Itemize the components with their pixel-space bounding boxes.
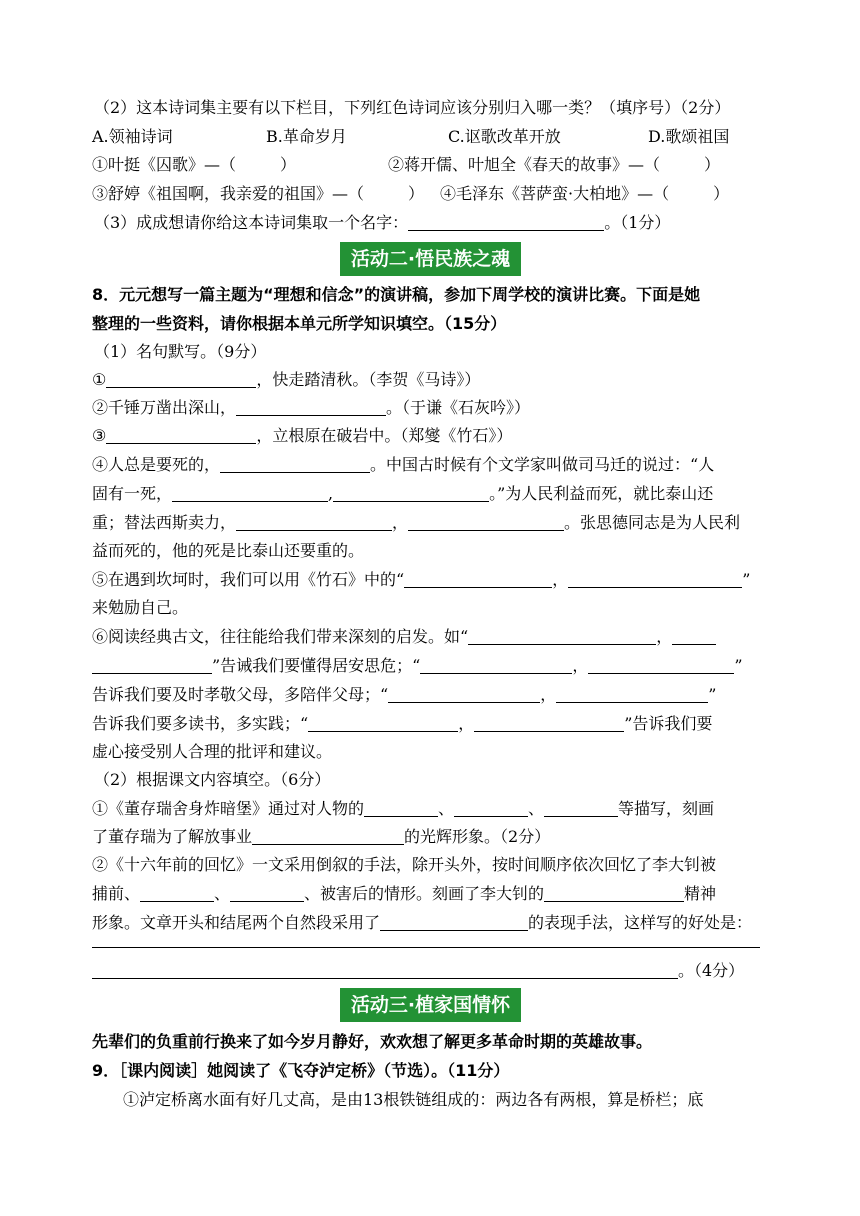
q8-sub2: （2）根据课文内容填空。（6分） xyxy=(94,770,331,789)
q8-line11: ”告诫我们要懂得居安思危；“ ， ” xyxy=(92,653,768,679)
answer-blank[interactable] xyxy=(236,397,386,416)
option-d: D.歌颂祖国 xyxy=(648,127,730,146)
q8-line10: ⑥阅读经典古文，往往能给我们带来深刻的启发。如“ ， xyxy=(92,624,768,650)
answer-blank[interactable] xyxy=(106,369,256,388)
answer-blank[interactable] xyxy=(454,798,528,817)
q7-items-row1: ①叶挺《囚歌》—（ ） ②蒋开儒、叶旭全《春天的故事》—（ ） xyxy=(92,155,721,174)
answer-blank[interactable] xyxy=(230,883,304,902)
q7-items-row2: ③舒婷《祖国啊，我亲爱的祖国》—（ ） ④毛泽东《菩萨蛮·大柏地》—（ ） xyxy=(92,184,730,203)
q8-line19: 形象。文章开头和结尾两个自然段采用了 的表现手法，这样写的好处是： xyxy=(92,913,753,932)
q8-line15: ①《董存瑞舍身炸暗堡》通过对人物的 、 、 等描写，刻画 xyxy=(92,799,715,818)
q8-sub1: （1）名句默写。（9分） xyxy=(94,342,267,361)
answer-blank[interactable] xyxy=(380,912,528,931)
answer-blank[interactable] xyxy=(106,425,256,444)
q8-line13: 告诉我们要多读书，多实践；“ ， ”告诉我们要 xyxy=(92,714,713,733)
q8-line17: ②《十六年前的回忆》一文采用倒叙的手法，除开头外，按时间顺序依次回忆了李大钊被 xyxy=(92,855,717,874)
answer-blank[interactable] xyxy=(474,713,624,732)
q9-paragraph-1: ①泸定桥离水面有好几丈高，是由13根铁链组成的：两边各有两根，算是桥栏；底 xyxy=(123,1090,704,1109)
answer-blank[interactable] xyxy=(420,655,572,674)
activity-3-banner: 活动三·植家国情怀 xyxy=(340,988,521,1022)
q8-line4: ④人总是要死的， 。中国古时候有个文学家叫做司马迁的说过：“人 xyxy=(92,455,715,474)
answer-blank[interactable] xyxy=(568,569,742,588)
q8-line14: 虚心接受别人合理的批评和建议。 xyxy=(92,742,333,761)
answer-blank[interactable] xyxy=(408,512,564,531)
answer-blank[interactable] xyxy=(252,826,404,845)
answer-blank[interactable] xyxy=(308,713,458,732)
q8-line16: 了董存瑞为了解放事业 的光辉形象。（2分） xyxy=(92,827,551,846)
option-a: A.领袖诗词 xyxy=(92,127,173,146)
item2-label: ②蒋开儒、叶旭全《春天的故事》—（ xyxy=(388,155,661,174)
answer-blank[interactable] xyxy=(404,569,552,588)
answer-blank[interactable] xyxy=(388,684,540,703)
answer-blank[interactable] xyxy=(236,512,392,531)
item1-label: ①叶挺《囚歌》—（ xyxy=(92,155,237,174)
q8-line5: 固有一死， , 。”为人民利益而死，就比泰山还 xyxy=(92,484,714,503)
q8-line8: ⑤在遇到坎坷时，我们可以用《竹石》中的“ ， ” xyxy=(92,570,751,589)
q8-line7: 益而死的，他的死是比泰山还要重的。 xyxy=(92,541,365,560)
answer-blank[interactable] xyxy=(556,684,708,703)
answer-rule[interactable] xyxy=(92,947,760,948)
q9-intro: 先辈们的负重前行换来了如今岁月静好，欢欢想了解更多革命时期的英雄故事。 xyxy=(92,1032,653,1051)
q9-title: 9．［课内阅读］她阅读了《飞夺泸定桥》（节选）。（11分） xyxy=(92,1061,510,1080)
answer-blank[interactable] xyxy=(468,626,656,645)
q8-line1: ① ，快走踏清秋。（李贺《马诗》） xyxy=(92,370,481,389)
answer-blank[interactable] xyxy=(92,655,212,674)
option-c: C.讴歌改革开放 xyxy=(448,127,561,146)
item4-label: ④毛泽东《菩萨蛮·大柏地》—（ xyxy=(440,184,670,203)
q7-sub2: （2）这本诗词集主要有以下栏目，下列红色诗词应该分别归入哪一类？（填序号）（2分） xyxy=(94,98,731,117)
activity-2-banner: 活动二·悟民族之魂 xyxy=(340,242,521,276)
answer-blank[interactable] xyxy=(92,960,678,979)
answer-blank[interactable] xyxy=(364,798,438,817)
q8-line18: 捕前、 、 、被害后的情形。刻画了李大钊的 精神 xyxy=(92,884,717,903)
item3-label: ③舒婷《祖国啊，我亲爱的祖国》—（ xyxy=(92,184,365,203)
answer-blank[interactable] xyxy=(333,483,489,502)
q8-line6: 重；替法西斯卖力， ， 。张思德同志是为人民利 xyxy=(92,513,741,532)
q8-line9: 来勉励自己。 xyxy=(92,598,189,617)
answer-blank[interactable] xyxy=(140,883,214,902)
answer-blank[interactable] xyxy=(172,483,328,502)
q8-line2: ②千锤万凿出深山， 。（于谦《石灰吟》） xyxy=(92,398,531,417)
q8-line3: ③ ，立根原在破岩中。（郑燮《竹石》） xyxy=(92,426,513,445)
q8-intro-line2: 整理的一些资料，请你根据本单元所学知识填空。（15分） xyxy=(92,314,507,333)
answer-blank[interactable] xyxy=(672,626,716,645)
answer-blank[interactable] xyxy=(408,212,604,231)
q7-options xyxy=(92,124,768,150)
q8-intro-line1: 8．元元想写一篇主题为“理想和信念”的演讲稿，参加下周学校的演讲比赛。下面是她 xyxy=(92,285,701,304)
option-b: B.革命岁月 xyxy=(266,127,347,146)
q8-line21: 。（4分） xyxy=(92,958,768,984)
answer-blank[interactable] xyxy=(588,655,734,674)
answer-blank[interactable] xyxy=(544,798,618,817)
q8-line12: 告诉我们要及时孝敬父母，多陪伴父母；“ ， ” xyxy=(92,685,717,704)
answer-blank[interactable] xyxy=(220,454,370,473)
q7-sub3: （3）成成想请你给这本诗词集取一个名字： 。（1分） xyxy=(94,213,671,232)
answer-blank[interactable] xyxy=(544,883,684,902)
